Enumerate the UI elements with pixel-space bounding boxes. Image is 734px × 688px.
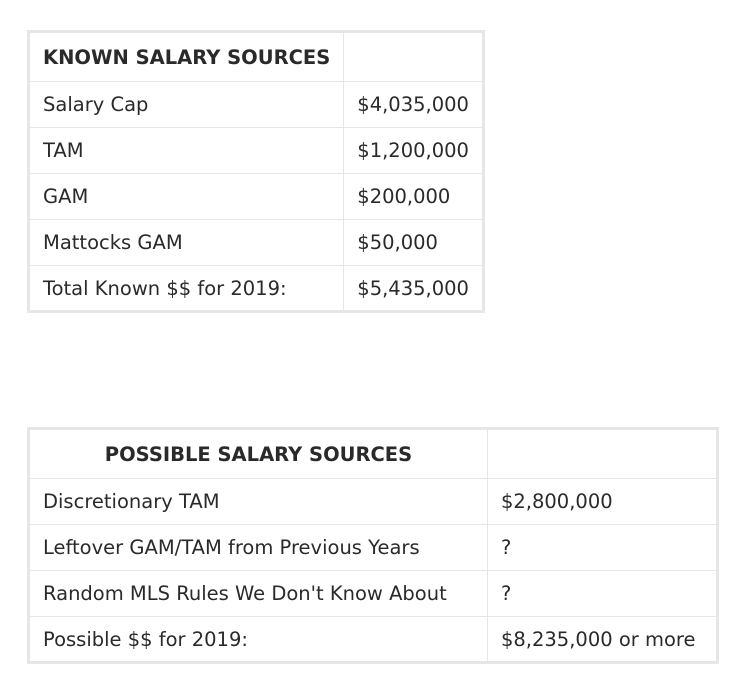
table-header-row (29, 32, 484, 82)
row-label: Random MLS Rules We Don't Know About (29, 571, 488, 617)
row-label: Mattocks GAM (29, 220, 344, 266)
table-row (29, 174, 484, 220)
row-value: $4,035,000 (344, 82, 484, 128)
row-label: GAM (29, 174, 344, 220)
row-label: Salary Cap (29, 82, 344, 128)
possible-heading: POSSIBLE SALARY SOURCES (29, 429, 488, 479)
table-row (29, 479, 718, 525)
total-row (29, 617, 718, 663)
row-label: TAM (29, 128, 344, 174)
row-value: $2,800,000 (487, 479, 717, 525)
table-row (29, 128, 484, 174)
known-salary-sources-table (27, 30, 485, 313)
possible-salary-sources-table (27, 427, 719, 664)
total-label: Possible $$ for 2019: (29, 617, 488, 663)
row-value: $1,200,000 (344, 128, 484, 174)
table-row (29, 571, 718, 617)
row-label: Leftover GAM/TAM from Previous Years (29, 525, 488, 571)
row-value: $200,000 (344, 174, 484, 220)
row-label: Discretionary TAM (29, 479, 488, 525)
row-value: ? (487, 571, 717, 617)
table-row (29, 220, 484, 266)
total-label: Total Known $$ for 2019: (29, 266, 344, 312)
total-row (29, 266, 484, 312)
table-header-row (29, 429, 718, 479)
total-value: $5,435,000 (344, 266, 484, 312)
row-value: $50,000 (344, 220, 484, 266)
table-row (29, 525, 718, 571)
table-row (29, 82, 484, 128)
header-empty-cell (487, 429, 717, 479)
header-empty-cell (344, 32, 484, 82)
known-heading: KNOWN SALARY SOURCES (29, 32, 344, 82)
total-value: $8,235,000 or more (487, 617, 717, 663)
row-value: ? (487, 525, 717, 571)
